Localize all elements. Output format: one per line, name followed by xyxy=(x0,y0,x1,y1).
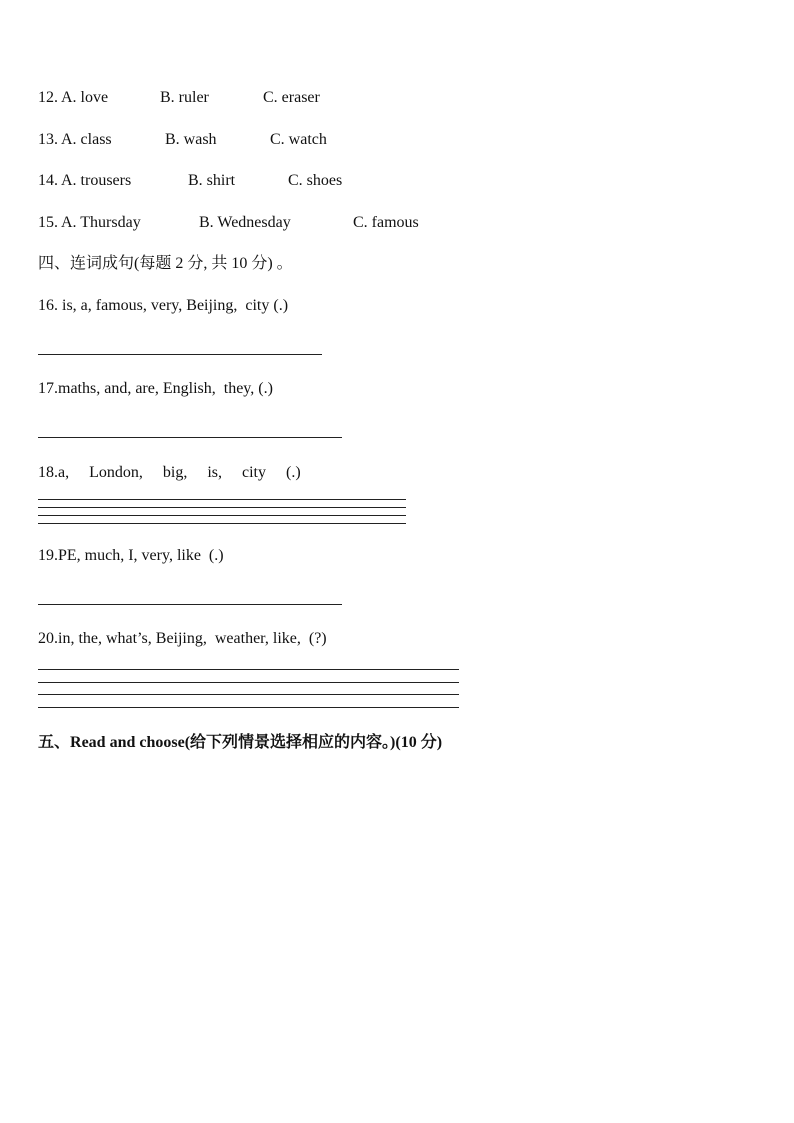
option-a: A. trousers xyxy=(61,172,132,189)
answer-line[interactable] xyxy=(38,507,406,508)
section-5-title xyxy=(38,733,442,753)
option-b: B. Wednesday xyxy=(199,214,291,231)
option-a: A. Thursday xyxy=(61,214,141,231)
section-5-english: Read and choose xyxy=(70,734,185,751)
answer-line[interactable] xyxy=(38,669,459,670)
question-number: 12. xyxy=(38,89,58,106)
answer-line[interactable] xyxy=(38,707,459,708)
answer-line[interactable] xyxy=(38,523,406,524)
question-19: 19.PE, much, I, very, like (.) xyxy=(38,547,224,564)
option-c: C. watch xyxy=(270,131,327,148)
option-a: A. class xyxy=(61,131,112,148)
question-number: 13. xyxy=(38,131,58,148)
option-a: A. love xyxy=(61,89,109,106)
question-number: 14. xyxy=(38,172,58,189)
section-4-title: 四、连词成句(每题 2 分, 共 10 分) 。 xyxy=(38,255,293,272)
answer-line[interactable] xyxy=(38,437,342,438)
option-c: C. eraser xyxy=(263,89,320,106)
question-17: 17.maths, and, are, English, they, (.) xyxy=(38,380,273,397)
answer-line[interactable] xyxy=(38,694,459,695)
option-b: B. shirt xyxy=(188,172,236,189)
section-5-instruction: (给下列情景选择相应的内容。) xyxy=(184,734,396,751)
option-c: C. famous xyxy=(353,214,419,231)
answer-line[interactable] xyxy=(38,604,342,605)
section-5-score: (10 分) xyxy=(395,734,443,751)
section-5-prefix: 五、 xyxy=(38,734,71,751)
question-20: 20.in, the, what’s, Beijing, weather, like, (?) xyxy=(38,630,327,647)
question-number: 15. xyxy=(38,214,58,231)
option-b: B. wash xyxy=(165,131,217,148)
question-18: 18.a, London, big, is, city (.) xyxy=(38,464,301,481)
answer-line[interactable] xyxy=(38,354,322,355)
answer-line[interactable] xyxy=(38,682,459,683)
option-b: B. ruler xyxy=(160,89,209,106)
option-c: C. shoes xyxy=(288,172,343,189)
answer-line[interactable] xyxy=(38,515,406,516)
question-16: 16. is, a, famous, very, Beijing, city (.) xyxy=(38,297,289,314)
answer-line[interactable] xyxy=(38,499,406,500)
